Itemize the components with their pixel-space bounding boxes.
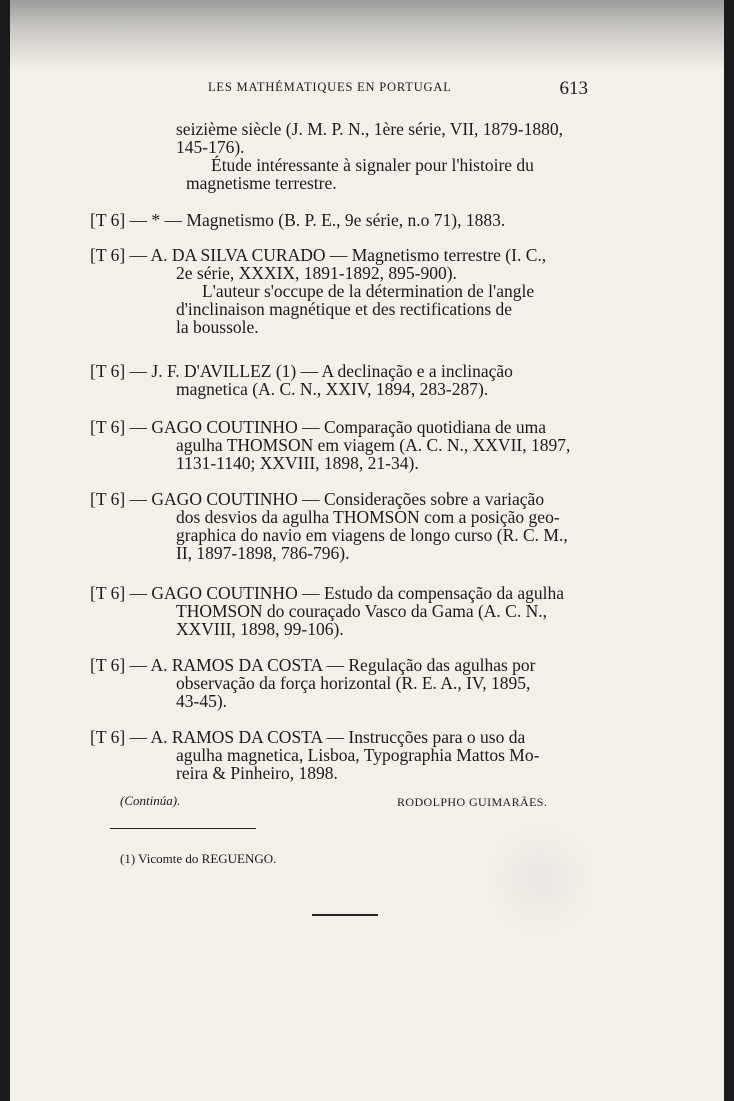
author-signature: RODOLPHO GUIMARÃES.: [397, 795, 548, 809]
entry-line: graphica do navio em viagens de longo curso (R. C. M.,: [176, 525, 568, 545]
entry-line: 1131-1140; XXVIII, 1898, 21-34).: [176, 453, 419, 473]
entry-line: [T 6] — A. RAMOS DA COSTA — Regulação das agulhas por: [90, 655, 536, 675]
entry-line: Étude intéressante à signaler pour l'histoire du: [211, 155, 534, 175]
bibliography-entry: [90, 362, 513, 398]
entry-line: XXVIII, 1898, 99-106).: [176, 619, 344, 639]
entry-line: d'inclinaison magnétique et des rectifications de: [176, 299, 513, 319]
bibliography-entry: [90, 211, 505, 229]
page-header: [208, 78, 588, 102]
entry-line: magnetica (A. C. N., XXIV, 1894, 283-287).: [176, 379, 489, 399]
entry-line: observação da força horizontal (R. E. A., IV, 1895,: [176, 673, 531, 693]
bibliography-entry: [90, 656, 535, 710]
bibliography-entry: [90, 490, 568, 562]
bibliography-entry: [90, 246, 546, 336]
entry-line: THOMSON do couraçado Vasco da Gama (A. C. N.,: [176, 601, 547, 621]
entry-line: magnetisme terrestre.: [186, 173, 337, 193]
entry-line: [T 6] — A. DA SILVA CURADO — Magnetismo terrestre (I. C.,: [90, 245, 547, 265]
entry-line: [T 6] — GAGO COUTINHO — Estudo da compensação da agulha: [90, 583, 565, 603]
entry-line: seizième siècle (J. M. P. N., 1ère série, VII, 1879-1880,: [176, 119, 564, 139]
entry-line: [T 6] — GAGO COUTINHO — Comparação quotidiana de uma: [90, 417, 547, 437]
entry-line: 2e série, XXXIX, 1891-1892, 895-900).: [176, 263, 457, 283]
entry-line: L'auteur s'occupe de la détermination de l'angle: [202, 281, 535, 301]
footnote-rule: [110, 828, 256, 829]
entry-continuation: [176, 120, 563, 192]
entry-line: [T 6] — * — Magnetismo (B. P. E., 9e série, n.o 71), 1883.: [90, 210, 506, 230]
end-rule: [312, 914, 378, 916]
entry-line: [T 6] — J. F. D'AVILLEZ (1) — A declinação e a inclinação: [90, 361, 513, 381]
bibliography-entry: [90, 728, 539, 782]
entry-line: reira & Pinheiro, 1898.: [176, 763, 338, 783]
bibliography-entry: [90, 418, 570, 472]
page-number: 613: [559, 78, 588, 99]
show-through-bleed: [480, 820, 600, 940]
entry-line: 145-176).: [176, 137, 245, 157]
continued-note: (Continúa).: [120, 793, 181, 808]
entry-line: la boussole.: [176, 317, 259, 337]
footnote: (1) Vicomte do REGUENGO.: [120, 851, 277, 866]
entry-line: [T 6] — A. RAMOS DA COSTA — Instrucções para o uso da: [90, 727, 526, 747]
entry-line: II, 1897-1898, 786-796).: [176, 543, 350, 563]
page-top-shadow: [10, 0, 724, 70]
bibliography-entry: [90, 584, 564, 638]
entry-line: agulha magnetica, Lisboa, Typographia Mattos Mo-: [176, 745, 540, 765]
entry-line: 43-45).: [176, 691, 228, 711]
book-page: [10, 0, 724, 1101]
entry-line: [T 6] — GAGO COUTINHO — Considerações sobre a variação: [90, 489, 545, 509]
entry-line: agulha THOMSON em viagem (A. C. N., XXVII, 1897,: [176, 435, 571, 455]
running-title: LES MATHÉMATIQUES EN PORTUGAL: [208, 80, 452, 94]
entry-line: dos desvios da agulha THOMSON com a posição geo-: [176, 507, 560, 527]
